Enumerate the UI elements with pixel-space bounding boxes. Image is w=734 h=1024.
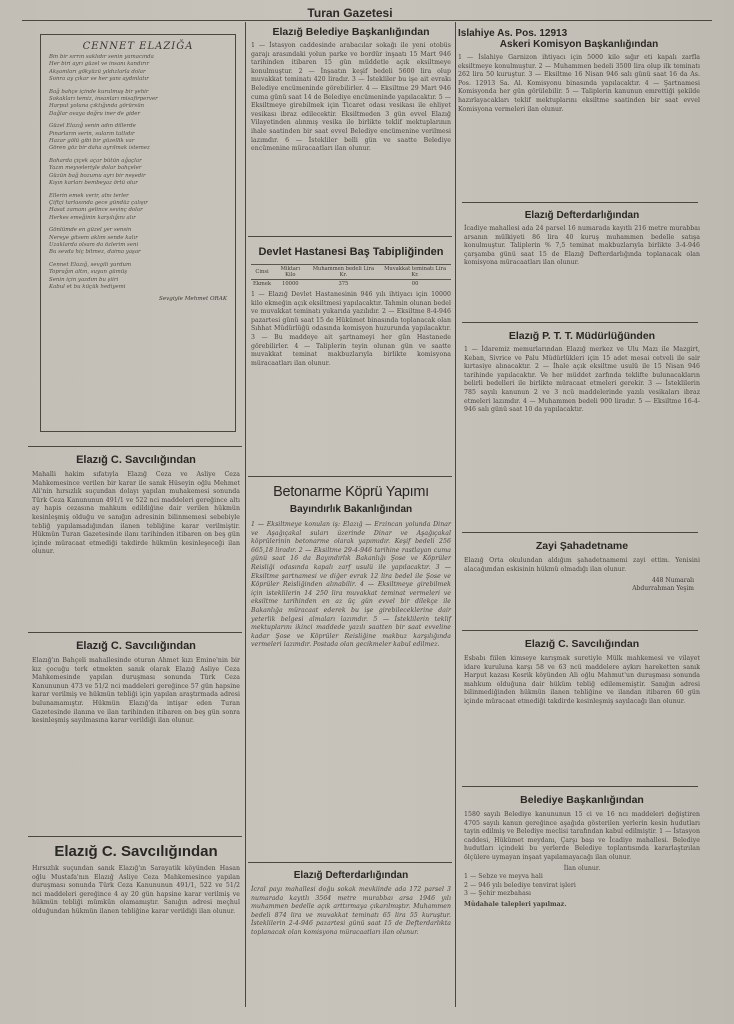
table-cell: 00 xyxy=(379,280,451,289)
poem-line: Nereye gitsem aklım sende kalır xyxy=(49,234,138,241)
savcilik-1-notice xyxy=(32,454,240,557)
poem-line: Ellerin emek verir, alnı terler xyxy=(49,192,129,199)
section-rule xyxy=(248,476,452,477)
poem-line: Toprağın altın, suyun gümüş xyxy=(49,269,127,276)
poem-stanza xyxy=(49,193,227,223)
notice-title: Zayi Şahadetname xyxy=(535,540,629,552)
poem-stanza xyxy=(49,123,227,153)
notice-title: Belediye Başkanlığından xyxy=(520,794,644,806)
poem-stanza xyxy=(49,262,227,292)
notice-text: İcral payı mahallesi doğu sokak mevkiinde ada 172 parsel 3 numarada kayıtlı 3564 metre murabbaı arsa 1946 yılı muhammen bedelle açık arttırmaya çıkarılmıştır. Muhammen bedeli 874 lira ve muvakkat teminatı 65 lira 55 kuruştur. İsteklilerin 2-4-946 pazartesi günü saat 15 de Defterdarlıkta toplanacak olan komisyona müracaatları ilan olunur. xyxy=(251,886,451,936)
poem-line: Harput yoluna çıktığında görürsün xyxy=(49,103,145,110)
signature-line: 448 Numaralı xyxy=(651,577,694,585)
section-rule xyxy=(248,862,452,863)
notice-text: 1 — İstasyon caddesinde arabacılar sokağı ile yeni otobüs garajı arasındaki yolun parke ve bordür inşaatı 15 Mart 946 tarihinden itibaren 15 gün müddetle açık eksiltmeye konulmuştur. 2 — İnşaatın keşif bedeli 5600 lira olup muvakkat teminatı 420 liradır. 3 — İstekliler bu işe ait evrakı Belediye encümeninde görebilirler. 4 — Eksiltme 29 Mart 946 cuma günü saat 14 de Belediye encümeninde yapılacaktır. 5 — Eksiltmeye girebilmek için Ticaret odası vesikası ile ehliyet vesikası ibraz edilecektir. Eksiltmeden 3 gün evvel Elazığ Vilayetinden alınmış vesika ile birlikte teklif mektuplarının ihale saatinden bir saat evvel Belediye encümenine verilmesi lazımdır. 6 — İstekliler belli gün ve saatte Belediye encümenine müracaatları ilan olunur. xyxy=(251,42,451,153)
poem-line: Bu sevda hiç bitmez, daima yaşar xyxy=(49,249,141,256)
section-rule xyxy=(462,786,698,787)
notice-title: Devlet Hastanesi Baş Tabipliğinden xyxy=(258,246,444,258)
poem-line: Herkes emeğinin karşılığını alır xyxy=(49,214,136,221)
section-rule xyxy=(28,836,242,837)
notice-title: Elazığ Defterdarlığından xyxy=(524,210,640,221)
notice-title: Elazığ P. T. T. Müdürlüğünden xyxy=(508,330,656,342)
poem-line: Yazın meyveleriyle dolar bahçeler xyxy=(49,165,142,172)
notice-subtitle: Bayındırlık Bakanlığından xyxy=(289,504,413,515)
section-rule xyxy=(248,236,452,237)
poem-stanza xyxy=(49,89,227,119)
poem-stanza xyxy=(49,158,227,188)
poem-line: Kışın karları bembeyaz örtü olur xyxy=(49,180,138,187)
poem-title: CENNET ELAZIĞA xyxy=(82,41,194,52)
notice-text: Elazığ Orta okulundan aldığım şahadetnamemi zayi ettim. Yenisini alacağımdan eskisinin hükmü olmadığı ilan olunur. xyxy=(464,557,700,573)
poem-line: Bin bir sırrın saklıdır senin yamacında xyxy=(49,54,154,60)
belediye-2-notice xyxy=(464,794,700,910)
table-cell: Ekmek xyxy=(253,281,272,287)
section-rule xyxy=(462,202,698,203)
masthead: Turan Gazetesi xyxy=(307,6,393,20)
ptt-notice xyxy=(464,330,700,415)
table-header-cell: Muvakkat teminatı Lira Kr. xyxy=(379,265,451,280)
zayi-notice xyxy=(464,540,700,593)
poem-line: Senin için yazdım bu şiiri xyxy=(49,276,119,283)
notice-title: Elazığ C. Savcılığından xyxy=(54,843,218,860)
defterdarlik-2-notice xyxy=(464,210,700,268)
column-rule-1 xyxy=(245,22,246,1007)
poem-line: Cennet Elazığ, sevgili yurdum xyxy=(49,261,132,268)
table-header-row xyxy=(251,265,451,280)
poem-line: Gören göz bir daha ayrılmak istemez xyxy=(49,145,150,152)
askeri-notice xyxy=(458,28,700,114)
poem-line: Uzaklarda olsam da özlerim seni xyxy=(49,241,139,248)
notice-title: Elazığ C. Savcılığından xyxy=(76,454,196,466)
hastane-notice xyxy=(251,244,451,368)
poem-line: Pınarların serin, suların tatlıdır xyxy=(49,130,135,137)
column-rule-2 xyxy=(455,22,456,1007)
poem-line: Sonra ay çıkar ve her yanı aydınlatır xyxy=(49,76,149,83)
kopru-notice xyxy=(251,484,451,650)
section-rule xyxy=(28,446,242,447)
notice-text: Hırsızlık suçundan sanık Elazığ'ın Sarayatik köyünden Hasan oğlu Mustafa'nın Elazığ Asliye Ceza Mahkemesince yapılan duruşması sonunda Türk Ceza Kanununun 491/1, 522 ve 51/2 nci maddeleri gereğince 4 ay 20 gün hapsine karar verilmiş ve hükmün tebliği mümkün olamamıştır. Sanığın adresi meçhul olduğundan hükmün ilanen tebliğine karar verildiği ilan olunur. xyxy=(32,865,240,915)
poem-line: Dağlar ovaya doğru iner de gider xyxy=(49,110,141,117)
poem-line: Çiftçi tarlasında gece gündüz çalışır xyxy=(49,199,148,206)
signature-line: Abdurrahman Yeşim xyxy=(632,585,694,593)
poem-line: Baharda çiçek açar bütün ağaçlar xyxy=(49,157,142,164)
poem-line: Sokakları temiz, insanları misafirperver xyxy=(49,96,158,103)
notice-text: 1 — Eksiltmeye konulan iş: Elazığ — Erzincan yolunda Dinar ve Aşağıçakal suları üzerinde Dinar ve Aşağıçakal köprülerinin betonarme olarak yapımıdır. Keşif bedeli 256 665,18 liradır. 2 — Eksiltme 29-4-946 tarihine rastlayan cuma günü saat 16 da Bayındırlık Bakanlığı Şose ve Köprüler Reisliği odasında kapalı zarf usulü ile yapılacaktır. 3 — Eksiltme şartnamesi ve diğer evrak 12 lira bedel ile Şose ve Köprüler Reisliğinden alınabilir. 4 — Eksiltmeye girebilmek için isteklilerin 14 250 lira muvakkat teminat vermeleri ve eksiltme tarihinden en az üç gün evvel bir dilekçe ile Bakanlığa müracaat ederek bu işe girebileceklerine dair yeterlik belgesi almaları lazımdır. 5 — İsteklilerin teklif mektuplarını ikinci maddede yazılı saatten bir saat evveline kadar Şose ve Köprüler Reisliğine makbuz karşılığında vermeleri lazımdır. Postada olan gecikmeler kabul edilmez. xyxy=(251,521,451,649)
section-rule xyxy=(462,630,698,631)
list-item: 3 — Şehir mezbahası xyxy=(464,890,532,898)
notice-title: Betonarme Köprü Yapımı xyxy=(273,484,429,500)
poem-line: Güzel Elazığ senin adın dillerde xyxy=(49,123,136,130)
notice-title: Elazığ C. Savcılığından xyxy=(524,638,640,650)
defterdarlik-1-notice xyxy=(251,870,451,938)
notice-signature xyxy=(464,577,694,593)
poem-line: Bağ bahçe içinde kurulmuş bir şehir xyxy=(49,88,149,95)
poem-box xyxy=(40,34,236,432)
notice-title: Elazığ Belediye Başkanlığından xyxy=(272,26,430,38)
table-header-cell: Muhammen bedeli Lira Kr. xyxy=(308,265,380,280)
table-cell: 10000 xyxy=(273,280,308,289)
notice-title: Elazığ Defterdarlığından xyxy=(293,870,409,881)
table-header-cell: Miktarı Kilo xyxy=(273,265,308,280)
section-rule xyxy=(28,632,242,633)
table-row xyxy=(251,280,451,289)
table-header-cell: Cinsi xyxy=(251,265,273,280)
poem-stanza xyxy=(49,54,227,84)
savcilik-2-notice xyxy=(32,640,240,726)
notice-text: 1580 sayılı Belediye kanununun 15 ci ve 16 ncı maddeleri değiştiren 4705 sayılı kanun gereğince aşağıda gösterilen yerlerin kesin hudutları tayin edilmiş ve Belediye meclisi tarafından kabul edilmiştir. 1 — İstasyon caddesi, Hükümet meydanı, Çarşı başı ve İcadiye mahallesi. Belediye hudutları içindeki bu yerlerde Belediye toplantısında kararlaştırılan ölçülere uymayan inşaat yapılamayacağı ilan olunur. xyxy=(464,811,700,861)
poem-stanza xyxy=(49,227,227,257)
poem-line: Akşamları gökyüzü yıldızlarla dolar xyxy=(49,68,146,75)
savcilik-3-notice xyxy=(32,843,240,917)
poem-line: Her biri ayrı güzel ve insanı kandırır xyxy=(49,61,150,68)
notice-text: Elazığ'ın Bahçeli mahallesinde oturan Ahmet kızı Emine'nin bir kız çocuğu terk etmekten sanık olarak Elazığ Asliye Ceza Mahkemesinde yapılan duruşması sonunda Türk Ceza Kanununun 473 ve 51/2 nci maddeleri gereğince 57 gün hapsine karar verilmiş ve hükmün tebliği için yapılan araştırmada adresi bulunamamıştır. Hükmün Elazığ'da intişar eden Turan Gazetesinde ilanına ve ilan tarihinden itibaren on beş gün sonra kesinleşmiş sayılmasına karar verildiği ilan olunur. xyxy=(32,657,240,725)
notice-closing: İlan olunur. xyxy=(563,864,601,872)
poem-line: Hazar gölü gibi bir güzellik var xyxy=(49,138,135,145)
section-rule xyxy=(462,532,698,533)
notice-text: Esbabı fiilen kimseye karışmak suretiyle Mülk mahkemesi ve vilayet idare kuruluna karşı 58 ve 63 ncü maddelere aykırı hareketten sanık Harput kazası Kesrik köyünden Ali oğlu Mahmut'un duruşması sonunda mahkum olduğuna dair hüküm tebliğ edilememiştir. Sanığın adresi bilinmediğinden hükmün ilanen tebliğine ve ilandan itibaren 60 gün içinde müracaat etmediği takdirde kesinleşmiş sayılacağı ilan olunur. xyxy=(464,655,700,705)
notice-text: Mahalli hakim sıfatıyla Elazığ Ceza ve Asliye Ceza Mahkemesince verilen bir karar ile sanık Hüseyin oğlu Mehmet Ali'nin hırsızlık suçundan dolayı yapılan muhakemesi sonunda Türk Ceza Kanununun 491/1 ve 522 nci maddeleri gereğince altı ay hapis cezasına mahkum edildiğine dair verilen hükmün kesinleşmiş olduğu ve sanığın adresinin bilinmemesi sebebiyle tebliğ yapılamadığından ilanen tebliğine karar verilmiştir. Hükmün Turan Gazetesinde ilanı tarihinden itibaren on beş gün içinde müracaat etmediği takdirde hükmün kesinleşeceği ilan olunur. xyxy=(32,471,240,556)
poem-line: Kabul et bu küçük hediyemi xyxy=(49,283,126,290)
poem-line: Hasat zamanı gelince sevinç dolar xyxy=(49,207,143,214)
notice-title: Askeri Komisyon Başkanlığından xyxy=(499,39,659,50)
list-item: 1 — Sebze ve meyva hali xyxy=(464,873,543,881)
notice-title: Elazığ C. Savcılığından xyxy=(76,640,196,652)
notice-text: 1 — İslahiye Garnizon ihtiyacı için 5000 kilo sığır eti kapalı zarfla eksiltmeye konulmuştur. 2 — Muhammen bedeli 3500 lira olup ilk teminatı 262 lira 50 kuruştur. 3 — Eksiltme 16 Nisan 946 salı günü saat 16 da As. Pos. 12913 Sa. Al. Komisyonu binasında yapılacaktır. 4 — Şartnamesi Komisyonda her gün görülebilir. 5 — Taliplerin kanunun emrettiği şekilde hazırlayacakları teklif mektuplarını eksiltme saatinden bir saat evvel Komisyona vermeleri ilan olunur. xyxy=(458,54,700,113)
poem-signature: Sevgiyle Mehmet ORAK xyxy=(158,296,227,303)
poem-line: Güzün bağ bozumu ayrı bir neşedir xyxy=(49,172,146,179)
top-rule xyxy=(22,20,712,21)
notice-title-prefix: Islahiye As. Pos. 12913 xyxy=(458,28,568,39)
poem-line: Gönlümde en güzel yer sensin xyxy=(49,227,132,234)
section-rule xyxy=(462,322,698,323)
belediye-1-notice xyxy=(251,26,451,154)
notice-text: 1 — Elazığ Devlet Hastanesinin 946 yılı ihtiyacı için 10000 kilo ekmeğin açık eksiltmesi yapılacaktır. Tahmin olunan bedel ve muvakkat teminatı yukarıda yazılıdır. 2 — Eksiltme 8-4-946 pazartesi günü saat 15 de Hükümet binasında toplanacak olan Sıhhat Müdürlüğü odasında komisyon huzurunda yapılacaktır. 3 — Bu maddeye ait şartnameyi her gün Hastanede görebilirler. 4 — Taliplerin teyin olunan gün ve saatte muvakkat teminat makbuzlarıyla birlikte komisyona müracaatları ilan olunur. xyxy=(251,291,451,367)
list-item: 2 — 946 yılı belediye tenvirat işleri xyxy=(464,881,576,889)
tariff-table xyxy=(251,264,451,288)
table-cell: 375 xyxy=(308,280,380,289)
notice-text: İcadiye mahallesi ada 24 parsel 16 numarada kayıtlı 216 metre murabbaı arsanın mülkiyeti 86 lira 40 kuruş muhammen bedelle satışa konulmuştur. Taliplerin % 7,5 teminat makbuzlarıyla birlikte 3-4-946 çarşamba günü saat 15 de Elazığ Defterdarlığında toplanacak olan komisyona müracaatları ilan olunur. xyxy=(464,225,700,267)
savcilik-4-notice xyxy=(464,638,700,707)
notice-footer: Müdahale talepleri yapılmaz. xyxy=(464,900,567,908)
notice-text: 1 — İdaremiz memurlarından Elazığ merkez ve Ulu Mazı ile Mazgirt, Keban, Sivrice ve Palu Müdürlükleri için 15 adet mesai cetveli ile sair kırtasiye alınacaktır. 2 — İhale açık eksiltme usulü ile 15 Nisan 946 tarihinde yapılacaktır. Ve her müddet zarfında teklifte bulunacakların belirli bedelleri ile birlikte müracaat etmeleri gerekir. 3 — İsteklilerin 785 sayılı kanunun 2 ve 3 ncü maddelerinde yazılı vesikaları ibraz etmeleri lazımdır. 4 — Muhammen bedeli 900 liradır. 5 — Eksiltme 16-4-946 salı günü saat 10 da yapılacaktır. xyxy=(464,346,700,414)
